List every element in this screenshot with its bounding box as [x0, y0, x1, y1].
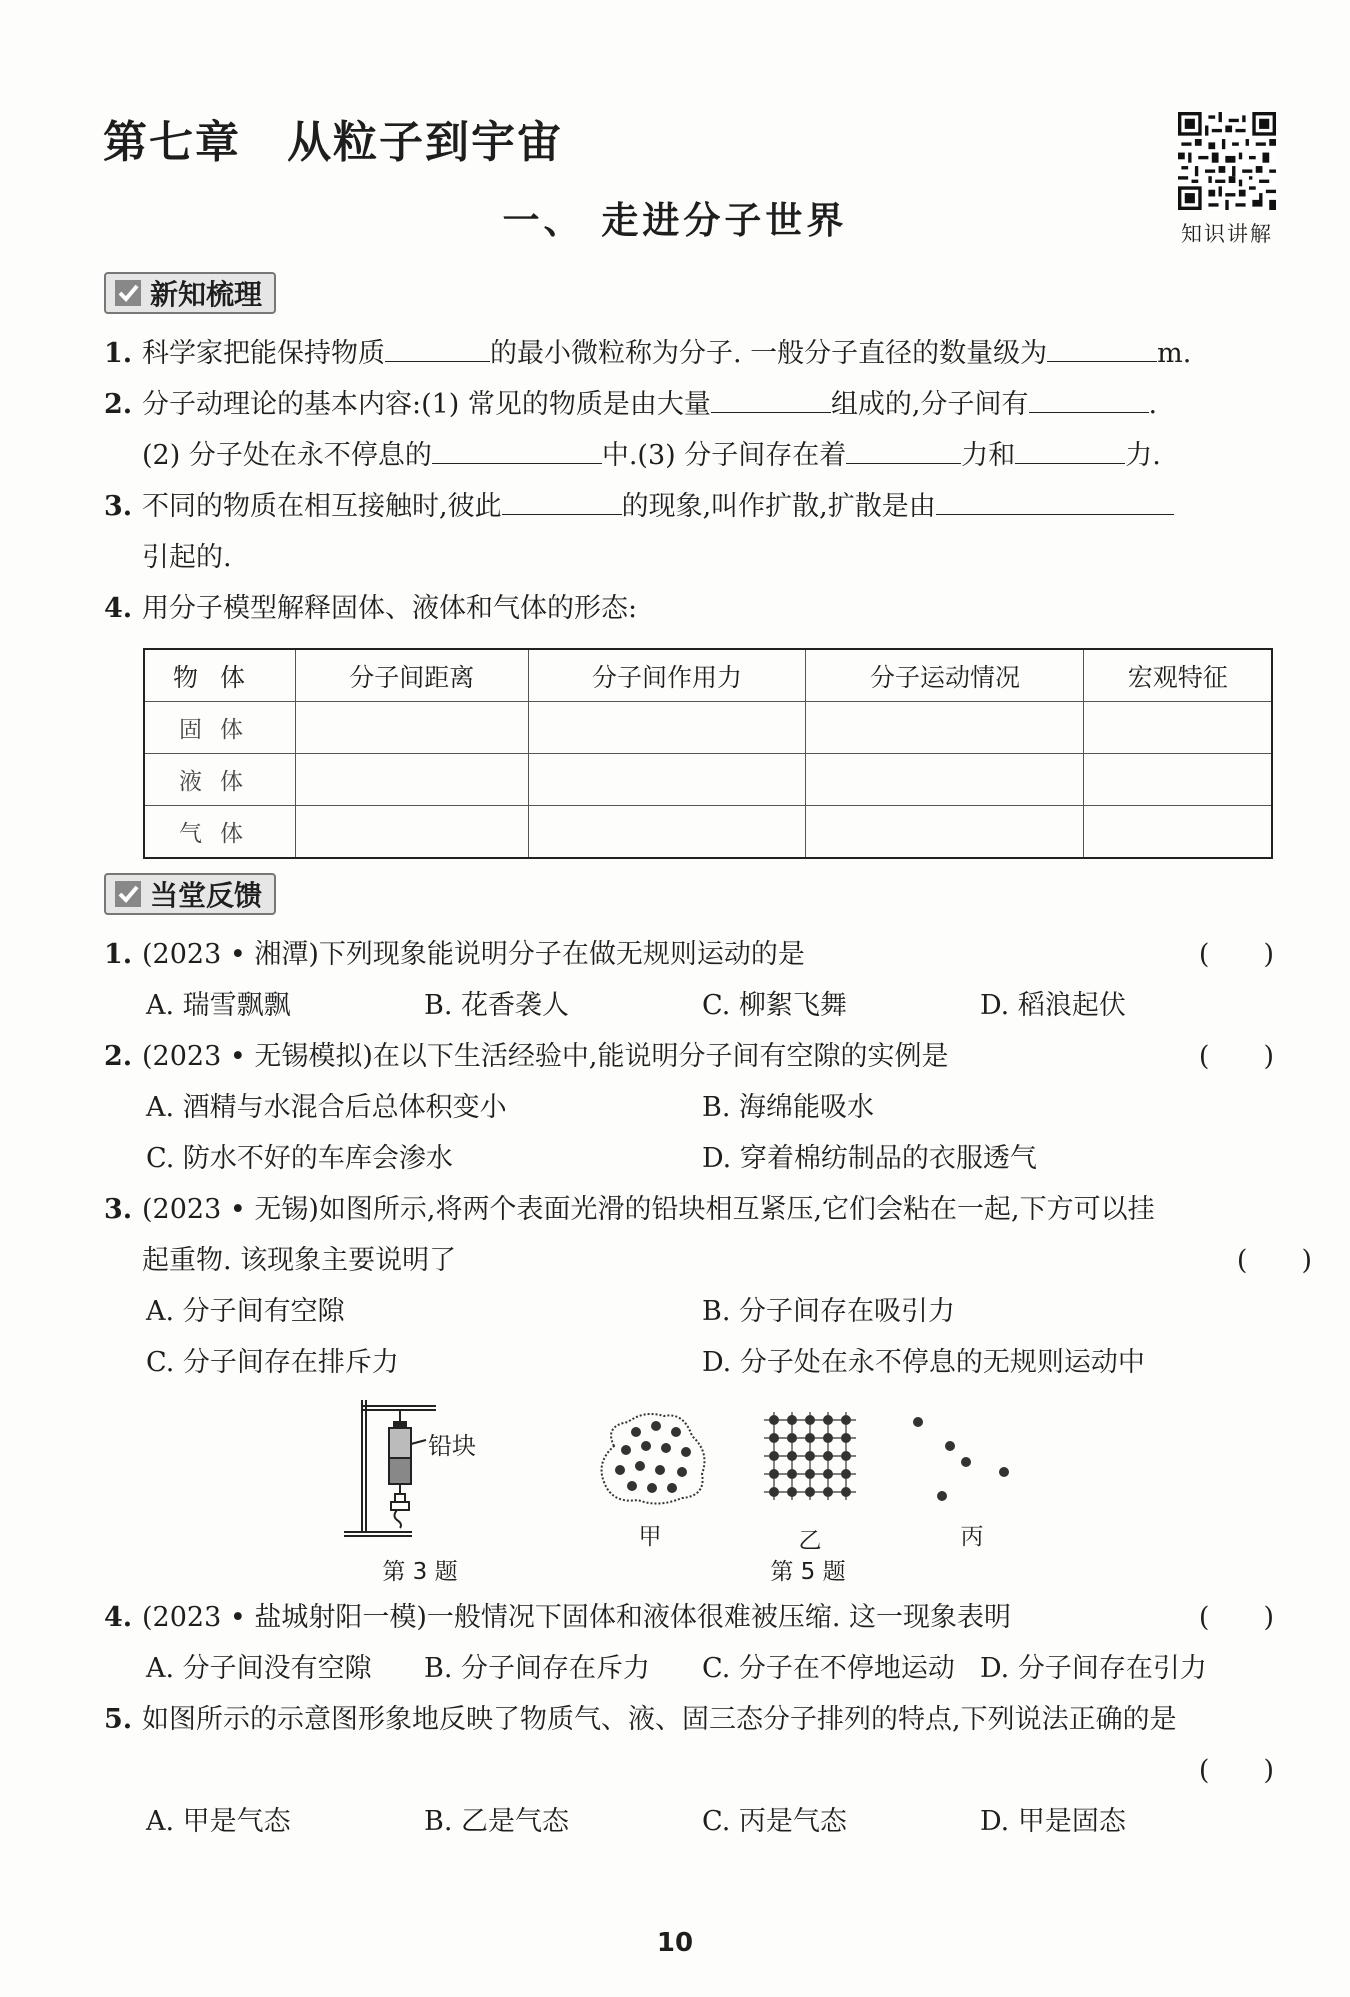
question-text: 的最小微粒称为分子. 一般分子直径的数量级为: [490, 338, 1048, 369]
liquid-state-figure: [594, 1408, 714, 1508]
option-c[interactable]: C. 分子在不停地运动: [702, 1653, 955, 1684]
table-cell[interactable]: [1084, 806, 1272, 859]
table-cell[interactable]: [806, 702, 1084, 754]
option-b[interactable]: B. 分子间存在吸引力: [702, 1296, 956, 1327]
option-d[interactable]: D. 分子处在永不停息的无规则运动中: [702, 1347, 1145, 1378]
page-number: 10: [656, 1928, 694, 1958]
question-text: 中.(3) 分子间存在着: [601, 440, 847, 471]
option-d[interactable]: D. 稻浪起伏: [980, 990, 1126, 1021]
table-row: [144, 702, 1272, 754]
checkbox-icon: [114, 880, 142, 908]
feedback-question-3-continued: [104, 1241, 1312, 1281]
question-number: 4.: [104, 1602, 133, 1633]
question-number: 1.: [104, 939, 133, 970]
figure-label-bing: 丙: [960, 1524, 984, 1550]
option-d[interactable]: D. 甲是固态: [980, 1806, 1126, 1837]
question-text: (2) 分子处在永不停息的: [142, 440, 432, 471]
question-stem: 起重物. 该现象主要说明了: [142, 1245, 457, 1276]
answer-blank[interactable]: [1015, 437, 1125, 464]
table-cell[interactable]: [528, 702, 806, 754]
option-c[interactable]: C. 丙是气态: [702, 1806, 847, 1837]
option-a[interactable]: A. 分子间没有空隙: [146, 1653, 372, 1684]
knowledge-item-4: [104, 589, 1274, 629]
option-c[interactable]: C. 柳絮飞舞: [702, 990, 847, 1021]
question-stem: (2023 • 湘潭)下列现象能说明分子在做无规则运动的是: [142, 939, 805, 970]
qr-code-icon[interactable]: [1178, 112, 1276, 210]
question-stem: (2023 • 无锡)如图所示,将两个表面光滑的铅块相互紧压,它们会粘在一起,下方可以挂: [142, 1194, 1155, 1225]
answer-blank[interactable]: [432, 437, 602, 464]
option-b[interactable]: B. 分子间存在斥力: [424, 1653, 651, 1684]
feedback-question-5: [104, 1700, 1274, 1740]
table-row: [144, 806, 1272, 859]
option-a[interactable]: A. 分子间有空隙: [146, 1296, 345, 1327]
knowledge-item-3: [104, 487, 1274, 527]
lead-blocks-figure: [340, 1398, 510, 1548]
table-row-label: 液体: [144, 754, 296, 806]
question-stem: (2023 • 盐城射阳一模)一般情况下固体和液体很难被压缩. 这一现象表明: [142, 1602, 1012, 1633]
checkbox-icon: [114, 279, 142, 307]
feedback-question-4: [104, 1598, 1274, 1638]
answer-parentheses[interactable]: ( ): [1198, 939, 1274, 970]
table-header-row: [144, 649, 1272, 702]
table-header-cell: 宏观特征: [1084, 649, 1272, 702]
figure-label-jia: 甲: [638, 1524, 662, 1550]
feedback-question-2: [104, 1037, 1274, 1077]
question-text: 分子动理论的基本内容:(1) 常见的物质是由大量: [142, 389, 711, 420]
figure-label-yi: 乙: [798, 1528, 822, 1554]
section-title: 一、 走进分子世界: [502, 199, 848, 242]
answer-blank[interactable]: [1047, 335, 1157, 362]
table-cell[interactable]: [528, 754, 806, 806]
section-tag-label: 当堂反馈: [150, 879, 263, 912]
table-header-cell: 物体: [144, 649, 296, 702]
question-text: 力和: [961, 440, 1016, 471]
question-number: 2.: [104, 389, 133, 420]
answer-blank[interactable]: [502, 488, 622, 515]
table-cell[interactable]: [1084, 754, 1272, 806]
answer-parentheses[interactable]: ( ): [1198, 1041, 1274, 1072]
section-tag-feedback: [104, 873, 276, 915]
table-row-label: 固体: [144, 702, 296, 754]
answer-blank[interactable]: [711, 386, 831, 413]
table-cell[interactable]: [296, 754, 529, 806]
option-b[interactable]: B. 海绵能吸水: [702, 1092, 875, 1123]
table-cell[interactable]: [806, 754, 1084, 806]
option-d[interactable]: D. 分子间存在引力: [980, 1653, 1207, 1684]
solid-state-figure: [762, 1410, 858, 1506]
section-tag-label: 新知梳理: [150, 278, 263, 311]
question-number: 2.: [104, 1041, 133, 1072]
question-text: .: [1148, 389, 1158, 420]
qr-label: 知识讲解: [1181, 222, 1273, 246]
lead-block-label: 铅块: [428, 1432, 476, 1460]
question-number: 4.: [104, 593, 133, 624]
section-tag-new-knowledge: [104, 272, 276, 314]
option-a[interactable]: A. 甲是气态: [146, 1806, 291, 1837]
answer-parentheses[interactable]: ( ): [1198, 1602, 1274, 1633]
knowledge-item-2-continued: [104, 436, 1312, 476]
states-of-matter-table: [143, 648, 1273, 859]
answer-parentheses[interactable]: ( ): [1198, 1755, 1274, 1786]
question-text: 用分子模型解释固体、液体和气体的形态:: [142, 593, 638, 624]
table-header-cell: 分子间作用力: [528, 649, 806, 702]
table-cell[interactable]: [296, 806, 529, 859]
table-header-cell: 分子运动情况: [806, 649, 1084, 702]
option-b[interactable]: B. 乙是气态: [424, 1806, 570, 1837]
answer-parentheses[interactable]: ( ): [1236, 1245, 1312, 1276]
question-stem: 如图所示的示意图形象地反映了物质气、液、固三态分子排列的特点,下列说法正确的是: [142, 1704, 1177, 1735]
answer-blank[interactable]: [1029, 386, 1149, 413]
figure-5-caption: 第 5 题: [770, 1559, 846, 1585]
knowledge-item-3-continued: [104, 538, 1312, 578]
option-a[interactable]: A. 瑞雪飘飘: [146, 990, 291, 1021]
option-a[interactable]: A. 酒精与水混合后总体积变小: [146, 1092, 507, 1123]
gas-state-figure: [906, 1412, 1016, 1512]
question-number: 3.: [104, 1194, 133, 1225]
figure-3-caption: 第 3 题: [382, 1559, 458, 1585]
table-row: [144, 754, 1272, 806]
table-cell[interactable]: [806, 806, 1084, 859]
question-text: 不同的物质在相互接触时,彼此: [142, 491, 502, 522]
table-header-cell: 分子间距离: [296, 649, 529, 702]
question-stem: (2023 • 无锡模拟)在以下生活经验中,能说明分子间有空隙的实例是: [142, 1041, 949, 1072]
table-row-label: 气体: [144, 806, 296, 859]
answer-blank[interactable]: [385, 335, 490, 362]
option-c[interactable]: C. 分子间存在排斥力: [146, 1347, 399, 1378]
feedback-question-1: [104, 935, 1274, 975]
table-cell[interactable]: [296, 702, 529, 754]
question-text: 引起的.: [142, 542, 232, 573]
option-b[interactable]: B. 花香袭人: [424, 990, 570, 1021]
question-number: 5.: [104, 1704, 133, 1735]
question-text: 的现象,叫作扩散,扩散是由: [621, 491, 936, 522]
question-text: m.: [1157, 338, 1192, 369]
chapter-title: 第七章 从粒子到宇宙: [103, 117, 563, 168]
question-text: 力.: [1125, 440, 1161, 471]
question-text: 组成的,分子间有: [830, 389, 1029, 420]
knowledge-item-2: [104, 385, 1274, 425]
answer-blank[interactable]: [846, 437, 961, 464]
option-c[interactable]: C. 防水不好的车库会渗水: [146, 1143, 453, 1174]
table-cell[interactable]: [1084, 702, 1272, 754]
option-d[interactable]: D. 穿着棉纺制品的衣服透气: [702, 1143, 1037, 1174]
knowledge-item-1: [104, 334, 1274, 374]
question-text: 科学家把能保持物质: [142, 338, 385, 369]
table-cell[interactable]: [528, 806, 806, 859]
question-number: 1.: [104, 338, 133, 369]
question-number: 3.: [104, 491, 133, 522]
feedback-question-3: [104, 1190, 1274, 1230]
answer-blank[interactable]: [936, 488, 1174, 515]
